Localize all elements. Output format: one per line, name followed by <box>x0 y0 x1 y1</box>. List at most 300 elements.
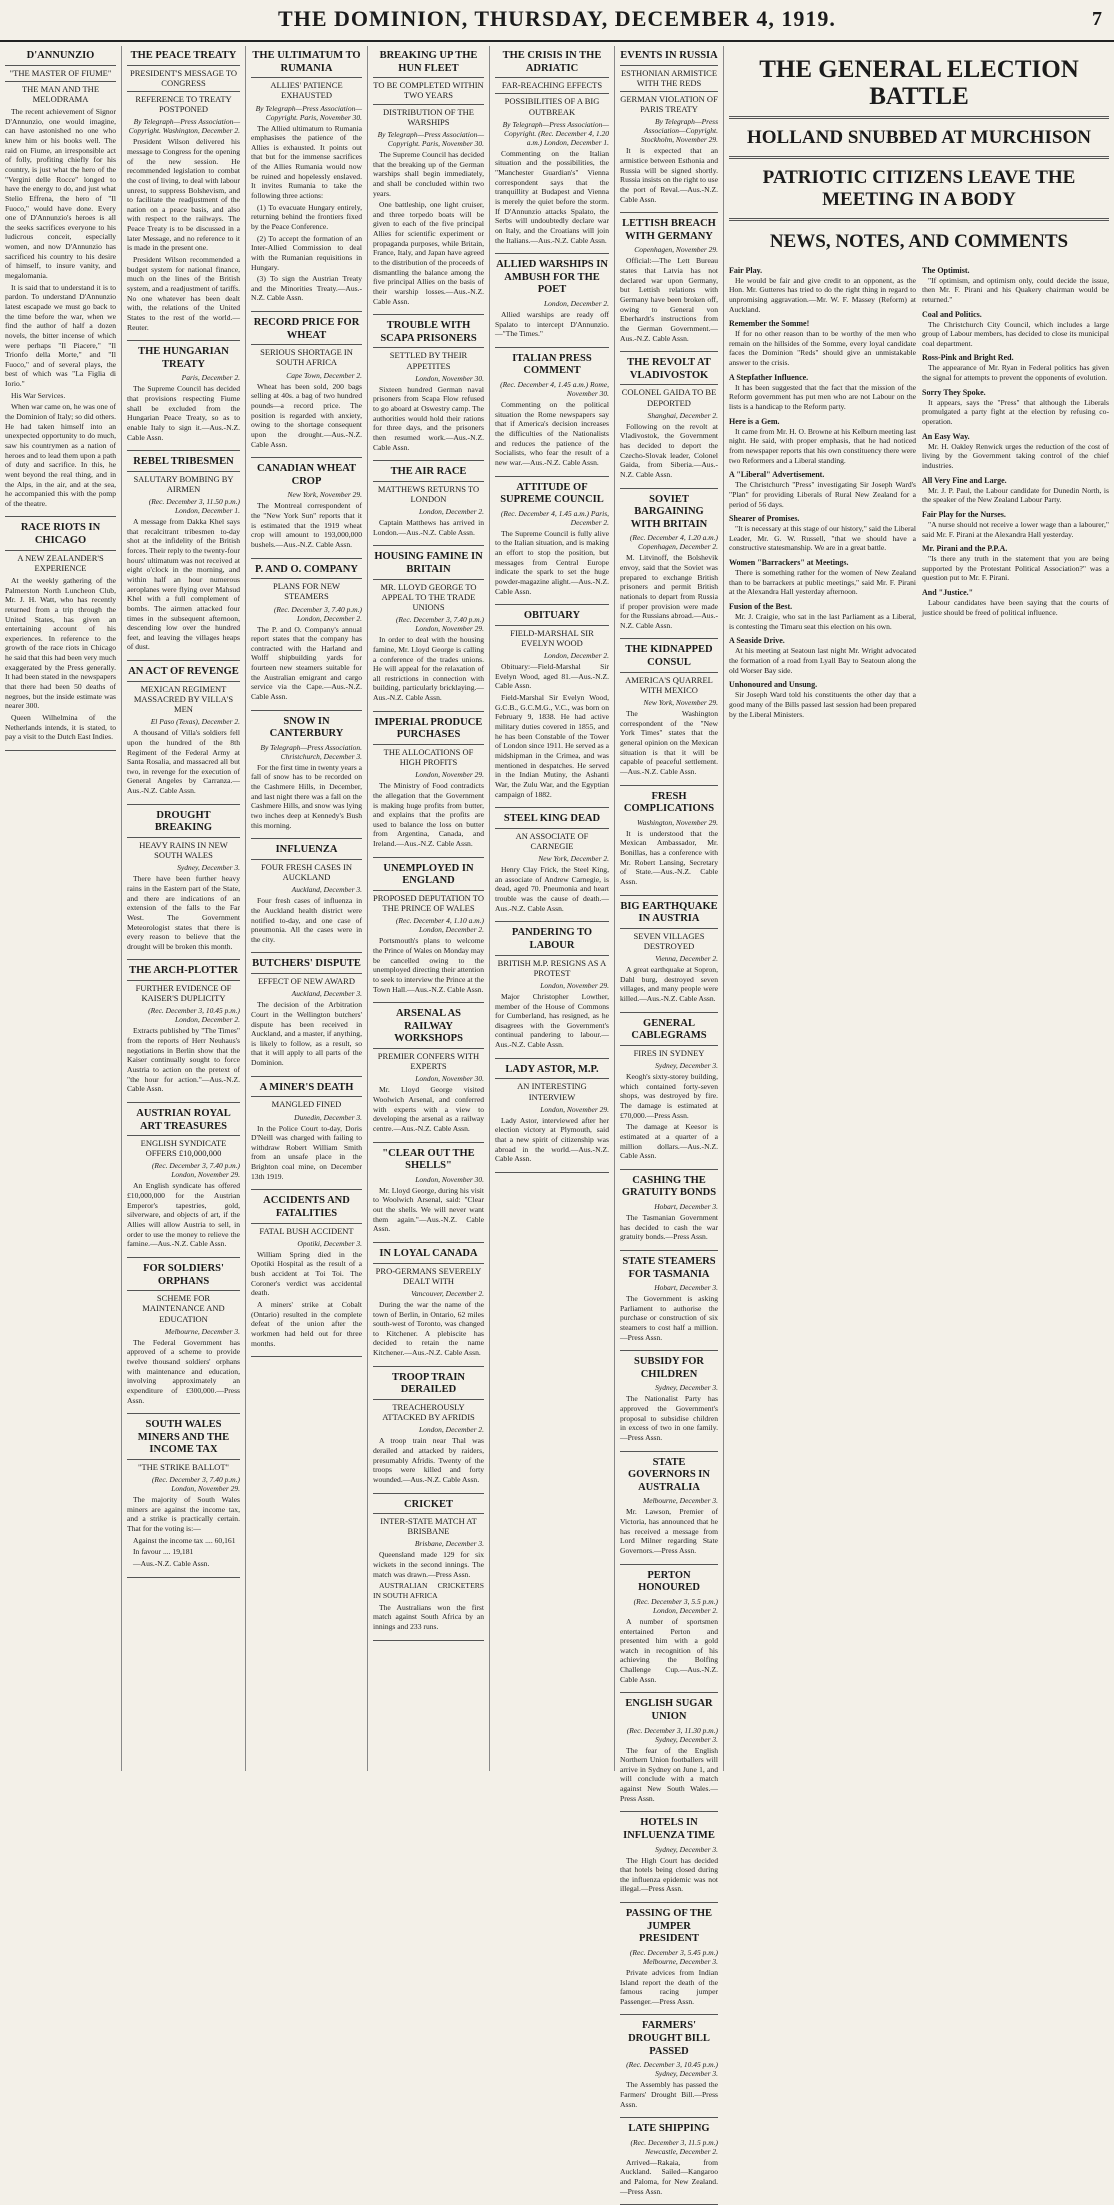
article <box>495 1064 609 1164</box>
article <box>373 863 484 994</box>
article-body <box>5 576 116 742</box>
article-body <box>373 1085 484 1133</box>
paragraph: The Supreme Council has decided that the breaking up of the German warships shall begin immediately, and shall be concluded within two years. <box>373 149 484 198</box>
article <box>620 791 718 887</box>
paragraph: Keogh's sixty-storey building, which contained forty-seven shops, was destroyed by fire. The damage is estimated at £70,000.—Press Assn. <box>620 1072 718 1120</box>
divider <box>127 660 240 661</box>
note-item <box>922 544 1109 583</box>
article-subhead: FAR-REACHING EFFECTS <box>495 77 609 90</box>
article-headline: THE CRISIS IN THE ADRIATIC <box>502 50 602 74</box>
article <box>620 1570 718 1685</box>
article-headline: PERTON HONOURED <box>638 1569 700 1594</box>
note-text: It has been suggested that the fact that the mission of the Reform government has put men who are not Labour on the lists is a handicap to the Reform party. <box>729 382 916 412</box>
article-body <box>251 382 362 449</box>
paragraph: The Washington correspondent of the "New York Times" states that the general opinion on the Mexican situation is that it will be capable of peaceful settlement.—Aus.-N.Z. Cable Assn. <box>620 709 718 776</box>
article-headline: PANDERING TO LABOUR <box>511 927 593 951</box>
dateline: London, November 30. <box>415 373 484 383</box>
paragraph: William Spring died in the Opotiki Hospital as the result of a bush accident at Toi Toi. The Coroner's verdict was accidental death. <box>251 1249 362 1298</box>
article <box>251 463 362 549</box>
divider <box>620 1250 718 1251</box>
article-headline: TROUBLE WITH SCAPA PRISONERS <box>380 320 477 344</box>
dateline: Opotiki, December 3. <box>297 1238 362 1248</box>
article-headline: CRICKET <box>403 1498 453 1510</box>
feature-left-column <box>729 261 916 722</box>
article-subhead: PRO-GERMANS SEVERELY DEALT WITH <box>373 1263 484 1286</box>
divider <box>495 1058 609 1059</box>
article-subhead: FIRES IN SYDNEY <box>620 1045 718 1058</box>
note-title: Sorry They Spoke. <box>922 387 986 397</box>
article-body <box>127 384 240 442</box>
paragraph: The Supreme Council has decided that provisions respecting Fiume shall be excluded from the Hungarian Peace Treaty, so as to enable Italy to sign it.—Aus.-N.Z. Cable Assn. <box>127 384 240 442</box>
dateline: By Telegraph—Press Association—Copyright. Washington, December 2. <box>128 117 240 136</box>
article-headline: STATE STEAMERS FOR TASMANIA <box>622 1255 716 1280</box>
note-title: Fusion of the Best. <box>729 602 793 612</box>
paragraph: The Tasmanian Government has decided to cash the war gratuity bonds.—Press Assn. <box>620 1212 718 1242</box>
article-body <box>251 896 362 944</box>
article-headline: BUTCHERS' DISPUTE <box>252 958 361 970</box>
article-headline: DROUGHT BREAKING <box>154 809 213 834</box>
article <box>5 50 116 508</box>
paragraph: Following on the revolt at Vladivostok, the Government has decided to deport the Czecho-Slovak leader, Colonel Gaida, from Siberia.—Aus.-N.Z. Cable Assn. <box>620 421 718 479</box>
article-body <box>251 1000 362 1067</box>
article-body <box>127 137 240 332</box>
paragraph: His War Services. <box>11 390 66 400</box>
paragraph: An English syndicate has offered £10,000,000 for the Austrian Emperor's tapestries, gold, silverware, and objects of art, if the Allies will allow Austria to sell, in order to use the money to relieve the famine.—Aus.-N.Z. Cable Assn. <box>127 1181 240 1249</box>
divider <box>373 711 484 712</box>
paragraph: M. Litvinoff, the Bolshevik envoy, said that the Soviet was prepared to exchange British prisoners and permit British nationals to depart from Russia if proper provision were made for the Russians abroad.—Aus.-N.Z. Cable Assn. <box>620 553 718 630</box>
divider <box>373 1002 484 1003</box>
article-headline: ALLIED WARSHIPS IN AMBUSH FOR THE POET <box>496 259 608 296</box>
article-body <box>127 1181 240 1248</box>
paragraph: Mr. Lawson, Premier of Victoria, has announced that he has received a message from Lord Milner regarding State Governors.—Press Assn. <box>620 1507 718 1556</box>
article-headline: LETTISH BREACH WITH GERMANY <box>622 218 716 242</box>
note-text: It appears, says the "Press" that although the Liberals promulgated a party fight at the election by refusing co-operation. <box>922 397 1109 427</box>
article <box>251 716 362 831</box>
article-subhead: SCHEME FOR MAINTENANCE AND EDUCATION <box>127 1290 240 1324</box>
article <box>620 2020 718 2109</box>
dateline: Vancouver, December 2. <box>411 1288 484 1298</box>
dateline: By Telegraph—Press Association—Copyright. Stockholm, November 29. <box>640 117 718 145</box>
divider <box>620 1169 718 1170</box>
article-headline: ITALIAN PRESS COMMENT <box>512 352 592 377</box>
article-body <box>495 662 609 799</box>
article-subhead: FIELD-MARSHAL SIR EVELYN WOOD <box>495 625 609 648</box>
dateline: (Rec. December 3, 7.40 p.m.) London, November 29. <box>151 1475 240 1494</box>
divider <box>495 604 609 605</box>
article <box>620 1356 718 1442</box>
article-subhead: FATAL BUSH ACCIDENT <box>251 1223 362 1236</box>
divider <box>620 895 718 896</box>
divider <box>620 1811 718 1812</box>
article <box>127 965 240 1093</box>
paragraph: The P. and O. Company's annual report states that the company has contracted with the Harland and Wolff shipbuilding yards for fourteen new steamers suitable for the Australian emigrant and cargo service via the Cape.—Aus.-N.Z. Cable Assn. <box>251 624 362 701</box>
divider <box>373 1242 484 1243</box>
dateline: (Rec. December 3, 10.45 p.m.) London, December 2. <box>148 1006 240 1025</box>
note-item <box>729 470 916 509</box>
dateline: (Rec. December 3, 7.40 p.m.) London, December 2. <box>273 604 362 623</box>
article-subhead: ESTHONIAN ARMISTICE WITH THE REDS <box>620 65 718 88</box>
note-text: If for no other reason than to be worthy of the men who remain on the hillsides of the Somme, every loyal candidate faces the Dominion "Reds" should give an unmistakable answer to the crisis. <box>729 329 916 368</box>
article-subhead: DISTRIBUTION OF THE WARSHIPS <box>373 104 484 127</box>
paragraph: Captain Matthews has arrived in London.—Aus.-N.Z. Cable Assn. <box>373 518 484 537</box>
divider <box>495 253 609 254</box>
article-body <box>620 1294 718 1342</box>
note-text: Mr. J. Craigie, who sat in the last Parliament as a Liberal, is contesting the Timaru seat this election on his own. <box>729 612 916 631</box>
divider <box>620 2014 718 2015</box>
paragraph: A thousand of Villa's soldiers fell upon the hundred of the 8th Regiment of the Federal Army at Santa Rosalia, and massacred all but two, in revenge for the execution of General Angeles by Carranza.—Aus.-N.Z. Cable Assn. <box>127 728 240 796</box>
paragraph: One battleship, one light cruiser, and three torpedo boats will be given to each of the five principal Allies for scientific experiment or propaganda purposes, while Britain, France, Italy, and Japan have agreed to the distribution of the proceeds of dismantling the balance among the five principal Allies on the basis of their warship losses.—Aus.-N.Z. Cable Assn. <box>373 200 484 306</box>
article-body <box>251 124 362 304</box>
note-title: Remember the Somme! <box>729 319 810 329</box>
article <box>495 813 609 913</box>
paragraph: At the weekly gathering of the Palmerston North Luncheon Club, Mr. J. H. Watt, who has recently returned from a trip through the United States, has given an entertaining account of his experiences. In reference to the growth of the race riots in Chicago he said that this had been very much exaggerated by the Press generally. It had been stated in the newspapers that there had been 50 deaths of negroes, but the inside estimate was nearer 300. <box>5 575 116 711</box>
article-headline: SOUTH WALES MINERS AND THE INCOME TAX <box>137 1419 230 1456</box>
dateline: London, December 2. <box>544 298 609 308</box>
divider <box>373 1493 484 1494</box>
note-title: Fair Play. <box>729 265 763 275</box>
article-subhead: MEXICAN REGIMENT MASSACRED BY VILLA'S MEN <box>127 681 240 715</box>
paragraph: Commenting on the political situation the Rome newspapers say that if America's decision increases the difficulties of the Nationalists and reduces the patience of the Socialists, who fear the result of a new war.—Aus.-N.Z. Cable Assn. <box>495 400 609 467</box>
dateline: (Rec. December 3, 7.40 p.m.) London, November 29. <box>151 1161 240 1180</box>
paragraph: The Assembly has passed the Farmers' Drought Bill.—Press Assn. <box>620 2080 718 2109</box>
column <box>122 46 246 1771</box>
paragraph: In order to deal with the housing famine, Mr. Lloyd George is calling a conference of the trades unions. He will appeal for the relaxation of all restrictions in connection with building, particularly bricklaying.—Aus.-N.Z. Cable Assn. <box>373 635 484 703</box>
paragraph: Commenting on the Italian situation and the possibilities, the "Manchester Guardian's" Vienna correspondent says that the tranquillity at Budapest and Vienna is merely the quiet before the storm. If D'Annunzio attacks Spalato, the Serbs will undoubtedly declare war on Italy, and the Croatians will join the Italians.—Aus.-N.Z. Cable Assn. <box>495 148 609 245</box>
article-headline: THE AIR RACE <box>390 466 467 478</box>
article-body <box>620 2080 718 2109</box>
paragraph: Against the income tax .... 60,161 <box>133 1535 236 1545</box>
article-subhead: THE ALLOCATIONS OF HIGH PROFITS <box>373 744 484 767</box>
divider <box>251 710 362 711</box>
dateline: By Telegraph—Press Association—Copyright. (Rec. December 4, 1.20 a.m.) London, December 1. <box>502 119 609 147</box>
article-headline: A MINER'S DEATH <box>259 1081 354 1093</box>
divider <box>373 314 484 315</box>
note-title: And "Justice." <box>922 588 974 598</box>
dateline: London, November 29. <box>415 770 484 780</box>
article-subhead: PROPOSED DEPUTATION TO THE PRINCE OF WALES <box>373 890 484 913</box>
article-subhead: AN INTERESTING INTERVIEW <box>495 1078 609 1101</box>
paragraph: Obituary:—Field-Marshal Sir Evelyn Wood, aged 81.—Aus.-N.Z. Cable Assn. <box>495 662 609 691</box>
article-body <box>620 1968 718 2007</box>
paragraph: Allied warships are ready off Spalato to intercept D'Annunzio.—"The Times." <box>495 309 609 339</box>
dateline: London, November 30. <box>415 1174 484 1184</box>
dateline: London, November 29. <box>540 1104 609 1114</box>
article <box>127 666 240 796</box>
note-text: There is something rather for the women of New Zealand than to be barrackers at public meetings," said Mr. F. Pirani at the Alexandra Hall yesterday afternoon. <box>729 568 916 597</box>
note-item <box>729 417 916 466</box>
divider <box>127 340 240 341</box>
article <box>620 1018 718 1161</box>
article-headline: HOTELS IN INFLUENZA TIME <box>623 1817 715 1841</box>
divider <box>373 545 484 546</box>
article-subhead: ALLIES' PATIENCE EXHAUSTED <box>251 77 362 100</box>
dateline: New York, November 29. <box>287 490 362 500</box>
paragraph: The majority of South Wales miners are against the income tax, and a strike is practically certain. That for the voting is:— <box>127 1495 240 1534</box>
divider <box>620 2117 718 2118</box>
article <box>251 958 362 1067</box>
article-body <box>127 874 240 951</box>
dateline: By Telegraph—Press Association—Copyright. Paris, November 30. <box>377 129 484 148</box>
note-text: The Christchurch "Press" investigating Sir Joseph Ward's "Plan" for providing Liberals of Rural New Zealand for a period of 56 days. <box>729 480 916 509</box>
note-title: All Very Fine and Large. <box>922 475 1007 485</box>
note-item <box>922 510 1109 539</box>
article-body <box>620 1856 718 1895</box>
article <box>620 1817 718 1894</box>
dateline: (Rec. December 3, 10.45 p.m.) Sydney, December 3. <box>626 2060 718 2079</box>
note-item <box>922 388 1109 427</box>
divider <box>251 838 362 839</box>
dateline: Auckland, December 3. <box>291 989 362 999</box>
dateline: Brisbane, December 3. <box>414 1539 484 1549</box>
article-headline: BIG EARTHQUAKE IN AUSTRIA <box>620 900 718 925</box>
divider <box>5 516 116 517</box>
masthead <box>0 0 1114 42</box>
article-subhead: "THE MASTER OF FIUME" <box>5 65 116 78</box>
divider <box>373 460 484 461</box>
article-headline: HOUSING FAMINE IN BRITAIN <box>374 551 483 576</box>
article <box>495 259 609 339</box>
article-body <box>251 763 362 830</box>
article-headline: D'ANNUNZIO <box>26 50 95 61</box>
divider <box>127 450 240 451</box>
divider <box>373 1142 484 1143</box>
divider <box>495 476 609 477</box>
dateline: Melbourne, December 3. <box>643 1496 718 1506</box>
article-body <box>373 635 484 702</box>
note-item <box>922 588 1109 617</box>
column <box>490 46 615 1771</box>
article <box>373 1248 484 1358</box>
paragraph: (2) To accept the formation of an Inter-Allied Commission to deal with the Rumanian requisitions in Hungary. <box>251 233 362 272</box>
divider <box>620 1012 718 1013</box>
article-body <box>495 992 609 1050</box>
article-body <box>495 529 609 596</box>
article-subhead: A NEW ZEALANDER'S EXPERIENCE <box>5 550 116 573</box>
paragraph: A message from Dakka Khel says that recalcitrant tribesmen to-day shot at the infidelity of the British forces. Their reply to the twenty-four hours' ultimatum was not received at eight o'clock in the morning, and within half an hour numerous aeroplanes were flying over Mahsud Khel with a full complement of bombs. The airmen attacked four times in the subsequent afternoon, descending low over the hundred feet, and leaving the villages heaps of dust. <box>127 517 240 652</box>
article-subhead: TREACHEROUSLY ATTACKED BY AFRIDIS <box>373 1399 484 1422</box>
divider <box>127 1102 240 1103</box>
paragraph: The fear of the English Northern Union footballers will arrive in Sydney on June 1, and will conclude with a match against New South Wales.—Press Assn. <box>620 1745 718 1803</box>
divider <box>495 807 609 808</box>
article-body <box>5 107 116 508</box>
dateline: Sydney, December 3. <box>655 1383 718 1393</box>
note-text: Sir Joseph Ward told his constituents the other day that a good many of the Bills passed last session had been prepared by the Liberal Ministers. <box>729 690 916 719</box>
article-headline: CANADIAN WHEAT CROP <box>256 463 357 487</box>
dateline: Auckland, December 3. <box>291 885 362 895</box>
article-body <box>373 518 484 537</box>
dateline: El Paso (Texas), December 2. <box>150 717 240 727</box>
dateline: (Rec. December 4, 1.45 a.m.) Paris, December 2. <box>500 508 609 527</box>
article-headline: FARMERS' DROUGHT BILL PASSED <box>628 2020 710 2057</box>
note-text: At his meeting at Seatoun last night Mr. Wright advocated the formation of a road from Lyall Bay to Seatoun along the old Worser Bay side. <box>729 646 916 675</box>
article-body <box>620 256 718 343</box>
article-headline: CASHING THE GRATUITY BONDS <box>621 1174 717 1199</box>
paragraph: The Nationalist Party has approved the Government's proposal to subsidise children in excess of two in one family.—Press Assn. <box>620 1394 718 1443</box>
divider <box>495 1172 609 1173</box>
paragraph: (1) To evacuate Hungary entirely, returning behind the frontiers fixed by the Peace Conference. <box>251 202 362 231</box>
note-item <box>729 558 916 597</box>
article-headline: SOVIET BARGAINING WITH BRITAIN <box>630 493 708 530</box>
article-body <box>620 146 718 204</box>
article <box>620 644 718 776</box>
note-text: Mr. H. Oakley Renwick urges the reduction of the cost of living by the Government taking control of the chief industries. <box>922 441 1109 470</box>
article-headline: TROOP TRAIN DERAILED <box>391 1371 466 1396</box>
divider <box>495 347 609 348</box>
paragraph: Private advices from Indian Island report the death of the famous racing jumper Passenger.—Press Assn. <box>620 1967 718 2006</box>
article-headline: RECORD PRICE FOR WHEAT <box>253 317 360 341</box>
article-body <box>620 1507 718 1555</box>
dateline: (Rec. December 4, 1.45 a.m.) Rome, November 30. <box>500 380 609 399</box>
paragraph: A great earthquake at Sopron, Dahl burg, destroyed seven villages, and many people were killed.—Aus.-N.Z. Cable Assn. <box>620 965 718 1004</box>
article-headline: UNEMPLOYED IN ENGLAND <box>383 862 474 887</box>
divider <box>620 1350 718 1351</box>
note-item <box>729 319 916 368</box>
note-item <box>729 514 916 553</box>
paragraph: There have been further heavy rains in the Eastern part of the State, and there are indications of an extension of the falls to the Far West. The Government Meteorologist states that there is every reason to believe that the drought will be broken this month. <box>127 874 240 951</box>
note-item <box>922 310 1109 349</box>
article-headline: P. AND O. COMPANY <box>255 563 358 575</box>
note-item <box>922 432 1109 471</box>
feature-subheadline: PATRIOTIC CITIZENS LEAVE THE MEETING IN A BODY <box>762 167 1076 210</box>
column <box>246 46 368 1771</box>
article <box>620 50 718 204</box>
article-body <box>127 517 240 652</box>
article-subhead: "THE STRIKE BALLOT" <box>127 1459 240 1472</box>
paragraph: Henry Clay Frick, the Steel King, an associate of Andrew Carnegie, is dead, aged 70. Pneumonia and heart trouble was the cause of death.—Aus.-N.Z. Cable Assn. <box>495 865 609 913</box>
note-item <box>729 602 916 631</box>
dateline: Vienna, December 2. <box>655 954 718 964</box>
dateline: Washington, November 29. <box>637 817 718 827</box>
note-text: "If optimism, and optimism only, could decide the issue, then Mr. F. Pirani and his Quakery chairman would be returned." <box>922 275 1109 304</box>
article-headline: SNOW IN CANTERBURY <box>269 715 344 740</box>
article <box>127 346 240 442</box>
paragraph: The recent achievement of Signor D'Annunzio, one would imagine, can have astonished no one who knew him or his books well. The raid on Fiume, an irresponsible act of folly, profiting chiefly for his country, is just what the hero of the "Vergini delle Rocce" longed to have the energy to do, and just what Stelio Effrena, the hero of "Il Fuoco," would have done. Every one of D'Annunzio's heroes is all the seeks sacrifices everyone to his ludicrous conceit, especially women, and now D'Annunzio has sacrificed his country to his desire of himself, to insure vanity, and megalomania. <box>5 107 116 281</box>
note-title: A Seaside Drive. <box>729 636 785 646</box>
newspaper-page <box>0 46 1114 2196</box>
article <box>373 717 484 849</box>
article-body <box>251 1250 362 1348</box>
article <box>495 482 609 597</box>
divider <box>373 1366 484 1367</box>
article-headline: RACE RIOTS IN CHICAGO <box>20 522 101 547</box>
note-item <box>729 373 916 412</box>
divider <box>127 1413 240 1414</box>
note-title: Here is a Gem. <box>729 416 780 426</box>
article-subhead: REFERENCE TO TREATY POSTPONED <box>127 91 240 114</box>
article-headline: THE HUNGARIAN TREATY <box>138 346 229 370</box>
paragraph: Mr. Lloyd George, during his visit to Woolwich Arsenal, said: "Clear out the shells. We will never want them again."—Aus.-N.Z. Cable Assn. <box>373 1185 484 1234</box>
note-title: Fair Play for the Nurses. <box>922 509 1006 519</box>
dateline: Paris, December 2. <box>181 373 240 383</box>
paragraph: It is said that to understand it is to pardon. To understand D'Annunzio latest escapade we must go back to the time before the war, when we find the author of half a dozen novels, the bitter incense of which were perhaps "Il Piacere," "Il Trionfo della Morte," and "Il Fuoco," and of several plays, the best of which was "La Figlia di Iorio." <box>5 282 116 389</box>
note-text: It came from Mr. H. O. Browne at his Kelburn meeting last night. He said, with proper emphasis, that he had noticed from newspaper reports that his own constituency there were two Reformers and a Liberal standing. <box>729 426 916 465</box>
feature-subheadline: HOLLAND SNUBBED AT MURCHISON <box>747 127 1091 148</box>
divider <box>620 1692 718 1693</box>
note-title: Coal and Politics. <box>922 309 982 319</box>
article <box>5 522 116 741</box>
article-subhead: THE MAN AND THE MELODRAMA <box>5 81 116 104</box>
article-body <box>373 150 484 306</box>
dateline: (Rec. December 3, 11.50 p.m.) London, December 1. <box>148 497 240 516</box>
divider <box>127 959 240 960</box>
paragraph: —Aus.-N.Z. Cable Assn. <box>133 1559 210 1568</box>
article-subhead: PLANS FOR NEW STEAMERS <box>251 578 362 601</box>
paragraph: Portsmouth's plans to welcome the Prince of Wales on Monday may be cancelled owing to the unemployed directing their attention to seek to interview the Prince at the Town Hall.—Aus.-N.Z. Cable Assn. <box>373 936 484 994</box>
article <box>620 218 718 343</box>
paragraph: For the first time in twenty years a fall of snow has to be recorded on the Cashmere Hills, in December, and last night there was a fall on the Cashmere Hills, and snow was lying two inches deep at Kennedy's Bush this morning. <box>251 762 362 830</box>
article <box>495 610 609 799</box>
article-subhead: POSSIBILITIES OF A BIG OUTBREAK <box>495 93 609 116</box>
article <box>495 353 609 468</box>
article <box>251 1082 362 1182</box>
article-body <box>373 385 484 452</box>
article-headline: GENERAL CABLEGRAMS <box>631 1017 707 1042</box>
article-subhead: INTER-STATE MATCH AT BRISBANE <box>373 1513 484 1536</box>
divider <box>251 1076 362 1077</box>
dateline: Sydney, December 3. <box>655 1061 718 1071</box>
article-subhead: BRITISH M.P. RESIGNS AS A PROTEST <box>495 955 609 978</box>
article-headline: INFLUENZA <box>275 844 338 856</box>
article-body <box>620 553 718 630</box>
paragraph: The Australians won the first match against South Africa by an innings and 233 runs. <box>373 1602 484 1631</box>
article-headline: THE KIDNAPPED CONSUL <box>625 644 713 669</box>
article-headline: EVENTS IN RUSSIA <box>620 50 718 61</box>
article <box>620 901 718 1004</box>
divider <box>127 1577 240 1578</box>
article-headline: THE ARCH-PLOTTER <box>129 965 238 977</box>
paragraph: The decision of the Arbitration Court in the Wellington butchers' dispute has been received in Auckland, and a master, if anything, is likely to follow, as a result, so that it will apply to all parts of the Dominion. <box>251 1000 362 1068</box>
dateline: Shanghai, December 2. <box>647 410 718 420</box>
article-body <box>620 1394 718 1442</box>
note-title: Ross-Pink and Bright Red. <box>922 353 1014 363</box>
dateline: Sydney, December 3. <box>655 1844 718 1854</box>
dateline: Sydney, December 3. <box>177 863 240 873</box>
article <box>620 1175 718 1242</box>
article <box>251 317 362 449</box>
paragraph: Extracts published by "The Times" from the reports of Herr Neuhaus's negotiations in Berlin show that the Kaiser continually sought to force Austria to action on the pretext of "the hour for action."—Aus.-N.Z. Cable Assn. <box>127 1026 240 1094</box>
paragraph: A troop train near Thal was derailed and attacked by raiders, presumably Afridis. Twenty of the troops were killed and forty wounded.—Aus.-N.Z. Cable Assn. <box>373 1436 484 1484</box>
note-item <box>729 680 916 719</box>
feature-headline: THE GENERAL ELECTION BATTLE <box>759 56 1079 110</box>
paragraph: Wheat has been sold, 200 bags selling at 40s. a bag of two hundred pounds—a record price. The position is regarded with anxiety, owing to the shortage consequent upon the drought.—Aus.-N.Z. Cable Assn. <box>251 381 362 449</box>
paragraph: Official:—The Lett Bureau states that Latvia has not declared war upon Germany, but Lettish relations with Germany have been broken off, owing to General von Eberhardt's instructions from the German Government.—Aus.-N.Z. Cable Assn. <box>620 256 718 343</box>
divider <box>127 804 240 805</box>
article-body <box>495 1116 609 1164</box>
article <box>620 494 718 631</box>
divider <box>373 857 484 858</box>
column <box>615 46 724 2196</box>
article-headline: BREAKING UP THE HUN FLEET <box>379 50 478 74</box>
article <box>251 564 362 702</box>
article-body <box>620 709 718 776</box>
dateline: New York, November 29. <box>643 698 718 708</box>
article-headline: STEEL KING DEAD <box>503 813 601 825</box>
note-item <box>922 353 1109 382</box>
note-title: Unhonoured and Unsung. <box>729 680 818 690</box>
divider <box>620 1564 718 1565</box>
article-subhead: SEVEN VILLAGES DESTROYED <box>620 928 718 951</box>
feature-right-column <box>922 261 1109 722</box>
note-item <box>729 266 916 315</box>
column <box>0 46 122 1771</box>
article-body <box>373 1550 484 1631</box>
divider <box>620 488 718 489</box>
note-title: An Easy Way. <box>922 431 970 441</box>
article <box>620 2123 718 2196</box>
dateline: London, November 29. <box>540 980 609 990</box>
article-subhead: FURTHER EVIDENCE OF KAISER'S DUPLICITY <box>127 980 240 1003</box>
note-title: The Optimist. <box>922 265 970 275</box>
